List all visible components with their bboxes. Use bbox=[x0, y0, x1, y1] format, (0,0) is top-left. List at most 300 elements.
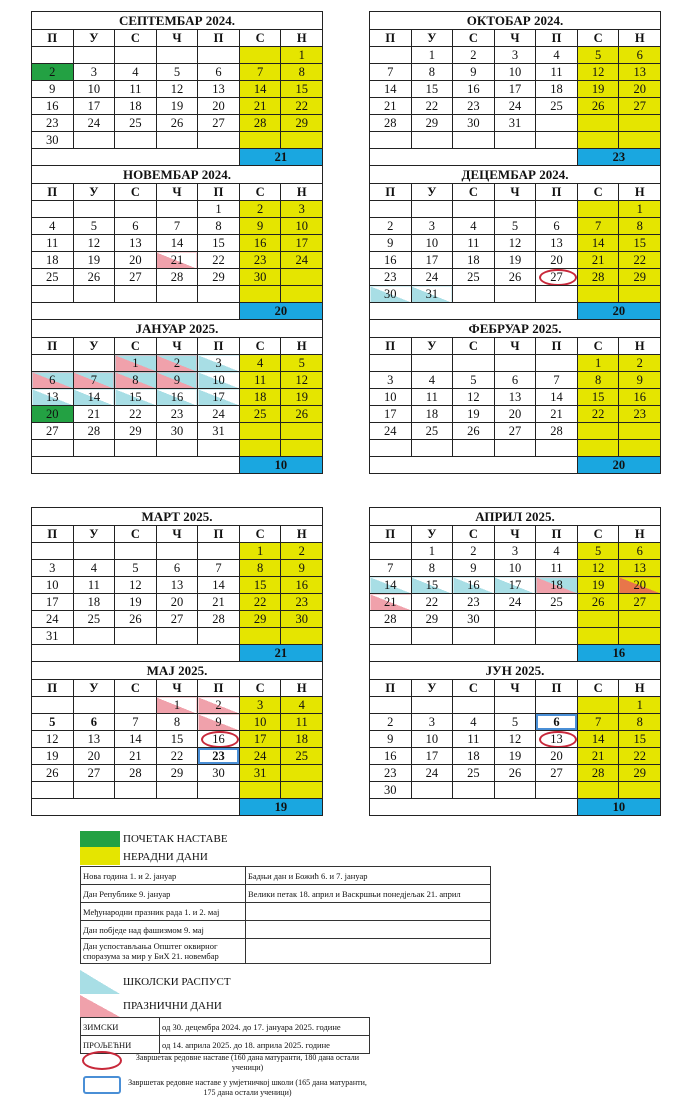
day-cell: 11 bbox=[536, 64, 578, 81]
day-cell: 25 bbox=[536, 594, 578, 611]
day-cell: 5 bbox=[494, 218, 536, 235]
day-cell bbox=[619, 115, 661, 132]
day-cell: 2 bbox=[453, 47, 495, 64]
day-cell bbox=[198, 47, 240, 64]
day-cell: 20 bbox=[32, 406, 74, 423]
day-cell: 1 bbox=[156, 697, 198, 714]
day-cell: 15 bbox=[619, 235, 661, 252]
day-cell: 14 bbox=[370, 577, 412, 594]
calendar-january bbox=[31, 319, 323, 474]
day-cell: 21 bbox=[577, 252, 619, 269]
day-cell bbox=[536, 132, 578, 149]
day-cell: 20 bbox=[619, 81, 661, 98]
day-cell: 5 bbox=[32, 714, 74, 731]
end-art-label: Завршетак редовне наставе у умјетничкој школи (165 дана матуранти, 175 дана остали ученици) bbox=[128, 1078, 367, 1097]
day-cell: 4 bbox=[239, 355, 281, 372]
day-cell: 27 bbox=[494, 423, 536, 440]
day-cell: 7 bbox=[156, 218, 198, 235]
day-cell: 8 bbox=[115, 372, 157, 389]
day-cell: 23 bbox=[239, 252, 281, 269]
day-cell bbox=[32, 782, 74, 799]
day-cell: 30 bbox=[239, 269, 281, 286]
break-swatch bbox=[80, 970, 120, 994]
day-cell: 18 bbox=[536, 81, 578, 98]
weekday-header: П bbox=[32, 30, 74, 47]
day-cell: 15 bbox=[411, 577, 453, 594]
day-cell bbox=[577, 132, 619, 149]
day-cell bbox=[453, 132, 495, 149]
day-cell: 15 bbox=[619, 731, 661, 748]
day-cell bbox=[536, 355, 578, 372]
day-cell: 7 bbox=[577, 714, 619, 731]
day-cell: 27 bbox=[32, 423, 74, 440]
day-cell: 3 bbox=[198, 355, 240, 372]
day-cell: 1 bbox=[619, 697, 661, 714]
weekday-header: Ч bbox=[494, 30, 536, 47]
day-cell: 17 bbox=[494, 81, 536, 98]
weekday-header: У bbox=[411, 30, 453, 47]
day-cell: 22 bbox=[411, 98, 453, 115]
day-cell: 6 bbox=[156, 560, 198, 577]
day-cell: 9 bbox=[619, 372, 661, 389]
day-cell: 29 bbox=[619, 269, 661, 286]
day-cell: 18 bbox=[239, 389, 281, 406]
day-cell: 4 bbox=[73, 560, 115, 577]
day-cell bbox=[239, 286, 281, 303]
day-cell bbox=[281, 765, 323, 782]
day-cell: 10 bbox=[198, 372, 240, 389]
day-cell bbox=[281, 628, 323, 645]
school-days-count: 16 bbox=[577, 645, 660, 662]
day-cell: 22 bbox=[577, 406, 619, 423]
weekday-header: Н bbox=[619, 526, 661, 543]
month-title: МАЈ 2025. bbox=[32, 662, 323, 680]
day-cell: 2 bbox=[370, 714, 412, 731]
day-cell bbox=[453, 355, 495, 372]
day-cell: 17 bbox=[73, 98, 115, 115]
day-cell: 9 bbox=[453, 560, 495, 577]
day-cell bbox=[536, 628, 578, 645]
day-cell bbox=[453, 201, 495, 218]
day-cell bbox=[577, 423, 619, 440]
weekday-header: П bbox=[370, 526, 412, 543]
weekday-header: С bbox=[577, 680, 619, 697]
day-cell: 27 bbox=[73, 765, 115, 782]
weekday-header: С bbox=[577, 184, 619, 201]
day-cell: 10 bbox=[73, 81, 115, 98]
day-cell: 15 bbox=[198, 235, 240, 252]
day-cell bbox=[115, 286, 157, 303]
day-cell: 21 bbox=[536, 406, 578, 423]
day-cell bbox=[370, 355, 412, 372]
weekday-header: П bbox=[370, 680, 412, 697]
holiday-cell bbox=[246, 939, 491, 964]
day-cell bbox=[156, 201, 198, 218]
day-cell bbox=[115, 47, 157, 64]
day-cell: 20 bbox=[73, 748, 115, 765]
weekday-header: С bbox=[453, 184, 495, 201]
count-spacer bbox=[370, 457, 578, 474]
calendar-october bbox=[369, 11, 661, 166]
day-cell: 12 bbox=[494, 731, 536, 748]
day-cell bbox=[198, 782, 240, 799]
day-cell: 21 bbox=[577, 748, 619, 765]
day-cell: 14 bbox=[577, 731, 619, 748]
day-cell: 6 bbox=[32, 372, 74, 389]
weekday-header: С bbox=[577, 338, 619, 355]
day-cell bbox=[494, 440, 536, 457]
day-cell: 7 bbox=[536, 372, 578, 389]
month-title: НОВЕМБАР 2024. bbox=[32, 166, 323, 184]
holiday-cell: Дан Републике 9. јануар bbox=[81, 885, 246, 903]
day-cell bbox=[198, 440, 240, 457]
weekday-header: П bbox=[536, 30, 578, 47]
day-cell: 14 bbox=[156, 235, 198, 252]
day-cell bbox=[536, 440, 578, 457]
holiday-cell: Бадњи дан и Божић 6. и 7. јануар bbox=[246, 867, 491, 885]
day-cell bbox=[370, 132, 412, 149]
day-cell: 27 bbox=[619, 594, 661, 611]
day-cell: 15 bbox=[239, 577, 281, 594]
day-cell bbox=[32, 543, 74, 560]
weekday-header: У bbox=[73, 526, 115, 543]
day-cell: 14 bbox=[198, 577, 240, 594]
day-cell: 19 bbox=[577, 577, 619, 594]
count-spacer bbox=[32, 645, 240, 662]
day-cell bbox=[115, 132, 157, 149]
day-cell: 13 bbox=[619, 560, 661, 577]
day-cell: 17 bbox=[281, 235, 323, 252]
day-cell: 17 bbox=[198, 389, 240, 406]
count-spacer bbox=[370, 645, 578, 662]
day-cell: 8 bbox=[619, 218, 661, 235]
holiday-label: ПРАЗНИЧНИ ДАНИ bbox=[123, 1000, 222, 1012]
day-cell: 27 bbox=[115, 269, 157, 286]
day-cell: 25 bbox=[411, 423, 453, 440]
day-cell: 14 bbox=[536, 389, 578, 406]
weekday-header: Н bbox=[619, 338, 661, 355]
day-cell bbox=[239, 440, 281, 457]
day-cell bbox=[411, 697, 453, 714]
month-title: ЈУН 2025. bbox=[370, 662, 661, 680]
day-cell: 3 bbox=[370, 372, 412, 389]
day-cell: 9 bbox=[453, 64, 495, 81]
day-cell: 11 bbox=[32, 235, 74, 252]
day-cell: 15 bbox=[281, 81, 323, 98]
day-cell: 16 bbox=[370, 252, 412, 269]
day-cell: 27 bbox=[536, 269, 578, 286]
day-cell: 25 bbox=[536, 98, 578, 115]
day-cell: 8 bbox=[411, 560, 453, 577]
weekday-header: Ч bbox=[156, 526, 198, 543]
day-cell bbox=[411, 782, 453, 799]
day-cell: 14 bbox=[73, 389, 115, 406]
nonwork-label: НЕРАДНИ ДАНИ bbox=[123, 851, 208, 863]
day-cell bbox=[73, 201, 115, 218]
day-cell bbox=[536, 286, 578, 303]
day-cell bbox=[115, 543, 157, 560]
day-cell: 4 bbox=[453, 218, 495, 235]
holidays-table bbox=[80, 866, 491, 964]
day-cell: 25 bbox=[453, 269, 495, 286]
day-cell: 14 bbox=[577, 235, 619, 252]
day-cell bbox=[453, 440, 495, 457]
day-cell: 3 bbox=[73, 64, 115, 81]
day-cell: 3 bbox=[494, 47, 536, 64]
day-cell: 7 bbox=[370, 64, 412, 81]
day-cell: 16 bbox=[156, 389, 198, 406]
day-cell bbox=[73, 628, 115, 645]
weekday-header: С bbox=[115, 30, 157, 47]
weekday-header: У bbox=[411, 184, 453, 201]
day-cell: 29 bbox=[156, 765, 198, 782]
day-cell bbox=[73, 355, 115, 372]
day-cell: 29 bbox=[619, 765, 661, 782]
count-spacer bbox=[370, 799, 578, 816]
day-cell: 24 bbox=[281, 252, 323, 269]
day-cell bbox=[536, 115, 578, 132]
day-cell: 24 bbox=[494, 594, 536, 611]
day-cell: 13 bbox=[536, 235, 578, 252]
day-cell: 25 bbox=[32, 269, 74, 286]
day-cell: 8 bbox=[577, 372, 619, 389]
start-swatch bbox=[80, 831, 120, 847]
day-cell: 13 bbox=[115, 235, 157, 252]
day-cell: 13 bbox=[494, 389, 536, 406]
day-cell: 8 bbox=[281, 64, 323, 81]
school-days-count: 21 bbox=[239, 645, 322, 662]
day-cell: 28 bbox=[115, 765, 157, 782]
day-cell: 4 bbox=[536, 47, 578, 64]
day-cell: 11 bbox=[115, 81, 157, 98]
day-cell: 25 bbox=[453, 765, 495, 782]
weekday-header: У bbox=[73, 184, 115, 201]
day-cell: 29 bbox=[115, 423, 157, 440]
day-cell bbox=[536, 782, 578, 799]
day-cell: 30 bbox=[453, 611, 495, 628]
day-cell: 13 bbox=[73, 731, 115, 748]
day-cell: 16 bbox=[619, 389, 661, 406]
day-cell bbox=[156, 132, 198, 149]
day-cell: 20 bbox=[619, 577, 661, 594]
day-cell: 10 bbox=[32, 577, 74, 594]
day-cell: 17 bbox=[32, 594, 74, 611]
weekday-header: П bbox=[370, 30, 412, 47]
day-cell: 16 bbox=[370, 748, 412, 765]
day-cell: 14 bbox=[239, 81, 281, 98]
day-cell: 15 bbox=[156, 731, 198, 748]
day-cell: 21 bbox=[370, 98, 412, 115]
day-cell bbox=[73, 543, 115, 560]
calendar-november bbox=[31, 165, 323, 320]
day-cell: 9 bbox=[198, 714, 240, 731]
day-cell: 2 bbox=[32, 64, 74, 81]
day-cell: 2 bbox=[156, 355, 198, 372]
day-cell: 18 bbox=[453, 748, 495, 765]
day-cell: 26 bbox=[577, 594, 619, 611]
weekday-header: П bbox=[370, 184, 412, 201]
weekday-header: П bbox=[536, 338, 578, 355]
day-cell bbox=[73, 697, 115, 714]
weekday-header: С bbox=[239, 30, 281, 47]
day-cell: 26 bbox=[32, 765, 74, 782]
holiday-cell bbox=[246, 921, 491, 939]
day-cell: 7 bbox=[73, 372, 115, 389]
day-cell bbox=[494, 628, 536, 645]
day-cell: 1 bbox=[619, 201, 661, 218]
day-cell: 17 bbox=[411, 748, 453, 765]
day-cell: 28 bbox=[73, 423, 115, 440]
day-cell: 19 bbox=[281, 389, 323, 406]
month-title: ОКТОБАР 2024. bbox=[370, 12, 661, 30]
day-cell bbox=[115, 697, 157, 714]
day-cell: 30 bbox=[370, 782, 412, 799]
day-cell: 5 bbox=[115, 560, 157, 577]
day-cell: 12 bbox=[32, 731, 74, 748]
day-cell: 1 bbox=[411, 543, 453, 560]
day-cell: 22 bbox=[411, 594, 453, 611]
day-cell bbox=[619, 782, 661, 799]
calendar-april bbox=[369, 507, 661, 662]
day-cell: 21 bbox=[115, 748, 157, 765]
day-cell bbox=[239, 628, 281, 645]
calendar-march bbox=[31, 507, 323, 662]
break-cell: ПРОЉЕЋНИ bbox=[81, 1036, 160, 1054]
weekday-header: У bbox=[73, 30, 115, 47]
day-cell: 22 bbox=[619, 252, 661, 269]
day-cell: 7 bbox=[115, 714, 157, 731]
weekday-header: П bbox=[32, 184, 74, 201]
weekday-header: С bbox=[577, 526, 619, 543]
weekday-header: П bbox=[32, 338, 74, 355]
day-cell: 4 bbox=[115, 64, 157, 81]
nonwork-swatch bbox=[80, 847, 120, 865]
day-cell: 10 bbox=[411, 731, 453, 748]
count-spacer bbox=[32, 303, 240, 320]
day-cell: 22 bbox=[156, 748, 198, 765]
day-cell: 22 bbox=[115, 406, 157, 423]
day-cell: 27 bbox=[536, 765, 578, 782]
holiday-cell: Нова година 1. и 2. јануар bbox=[81, 867, 246, 885]
weekday-header: У bbox=[73, 338, 115, 355]
day-cell bbox=[577, 440, 619, 457]
day-cell: 30 bbox=[453, 115, 495, 132]
day-cell: 17 bbox=[494, 577, 536, 594]
day-cell: 24 bbox=[370, 423, 412, 440]
count-spacer bbox=[32, 149, 240, 166]
day-cell: 29 bbox=[198, 269, 240, 286]
day-cell: 29 bbox=[281, 115, 323, 132]
day-cell bbox=[619, 628, 661, 645]
day-cell: 24 bbox=[494, 98, 536, 115]
day-cell: 21 bbox=[156, 252, 198, 269]
day-cell: 28 bbox=[370, 115, 412, 132]
day-cell bbox=[32, 201, 74, 218]
day-cell bbox=[239, 132, 281, 149]
day-cell bbox=[494, 132, 536, 149]
day-cell: 30 bbox=[370, 286, 412, 303]
weekday-header: П bbox=[198, 338, 240, 355]
day-cell: 2 bbox=[619, 355, 661, 372]
break-table bbox=[80, 1017, 370, 1054]
day-cell: 10 bbox=[411, 235, 453, 252]
day-cell bbox=[198, 132, 240, 149]
day-cell bbox=[115, 201, 157, 218]
day-cell: 13 bbox=[156, 577, 198, 594]
day-cell: 3 bbox=[494, 543, 536, 560]
day-cell bbox=[619, 132, 661, 149]
day-cell: 6 bbox=[619, 47, 661, 64]
day-cell: 22 bbox=[619, 748, 661, 765]
day-cell bbox=[115, 628, 157, 645]
day-cell: 19 bbox=[453, 406, 495, 423]
school-days-count: 10 bbox=[239, 457, 322, 474]
day-cell: 1 bbox=[115, 355, 157, 372]
day-cell: 1 bbox=[411, 47, 453, 64]
school-days-count: 21 bbox=[239, 149, 322, 166]
weekday-header: С bbox=[453, 680, 495, 697]
day-cell: 4 bbox=[453, 714, 495, 731]
day-cell: 24 bbox=[198, 406, 240, 423]
calendar-may bbox=[31, 661, 323, 816]
day-cell bbox=[411, 132, 453, 149]
day-cell bbox=[619, 440, 661, 457]
break-cell: од 30. децембра 2024. до 17. јануара 2025. године bbox=[160, 1018, 370, 1036]
weekday-header: С bbox=[239, 184, 281, 201]
day-cell: 10 bbox=[494, 560, 536, 577]
day-cell bbox=[453, 782, 495, 799]
day-cell: 30 bbox=[281, 611, 323, 628]
day-cell: 24 bbox=[73, 115, 115, 132]
day-cell: 23 bbox=[619, 406, 661, 423]
month-title: АПРИЛ 2025. bbox=[370, 508, 661, 526]
weekday-header: С bbox=[453, 338, 495, 355]
day-cell: 16 bbox=[198, 731, 240, 748]
day-cell: 1 bbox=[198, 201, 240, 218]
weekday-header: С bbox=[115, 338, 157, 355]
day-cell: 31 bbox=[32, 628, 74, 645]
count-spacer bbox=[32, 799, 240, 816]
day-cell: 18 bbox=[32, 252, 74, 269]
day-cell bbox=[577, 628, 619, 645]
day-cell: 23 bbox=[156, 406, 198, 423]
day-cell: 12 bbox=[577, 64, 619, 81]
day-cell bbox=[32, 440, 74, 457]
day-cell bbox=[370, 201, 412, 218]
day-cell bbox=[156, 286, 198, 303]
calendar-september bbox=[31, 11, 323, 166]
day-cell: 12 bbox=[577, 560, 619, 577]
day-cell: 25 bbox=[239, 406, 281, 423]
day-cell: 3 bbox=[239, 697, 281, 714]
month-title: МАРТ 2025. bbox=[32, 508, 323, 526]
day-cell: 26 bbox=[156, 115, 198, 132]
weekday-header: Ч bbox=[494, 184, 536, 201]
day-cell bbox=[577, 201, 619, 218]
day-cell bbox=[156, 47, 198, 64]
day-cell: 28 bbox=[198, 611, 240, 628]
day-cell: 18 bbox=[453, 252, 495, 269]
count-spacer bbox=[32, 457, 240, 474]
day-cell: 23 bbox=[370, 765, 412, 782]
month-title: ЈАНУАР 2025. bbox=[32, 320, 323, 338]
weekday-header: Ч bbox=[156, 30, 198, 47]
weekday-header: С bbox=[115, 526, 157, 543]
day-cell: 21 bbox=[370, 594, 412, 611]
day-cell bbox=[536, 201, 578, 218]
day-cell: 22 bbox=[281, 98, 323, 115]
weekday-header: Ч bbox=[494, 338, 536, 355]
